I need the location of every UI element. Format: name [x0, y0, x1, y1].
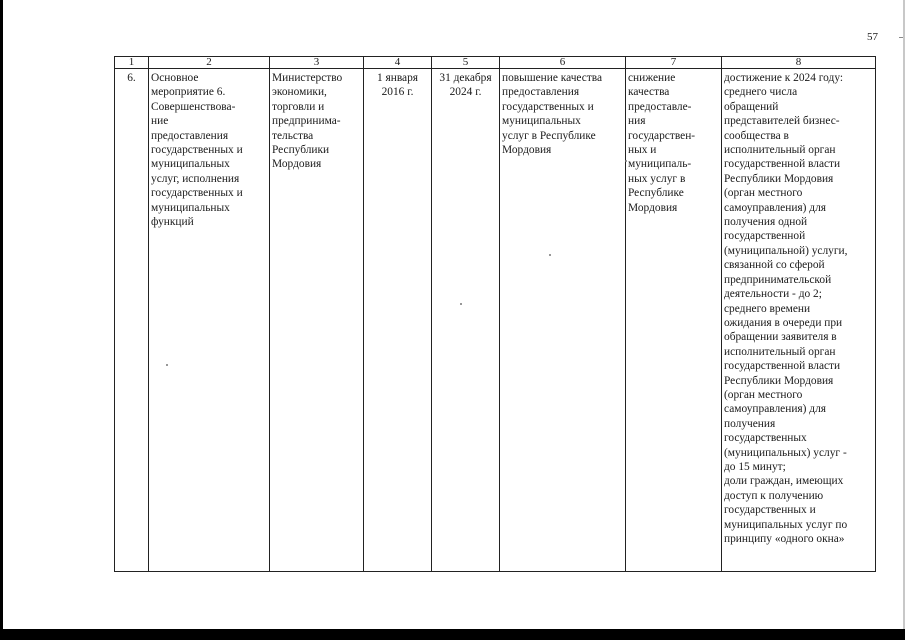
scan-speck: [549, 254, 551, 256]
column-number: 8: [722, 57, 876, 69]
column-number: 4: [364, 57, 432, 69]
column-number: 3: [270, 57, 364, 69]
column-number: 5: [432, 57, 500, 69]
scan-speck: [460, 303, 462, 305]
expected-result-cell: повышение качества предоставления государственных и муниципальных услуг в Республике Мордовия: [500, 69, 626, 572]
start-date-cell: 1 января 2016 г.: [364, 69, 432, 572]
end-date-cell: 31 декабря 2024 г.: [432, 69, 500, 572]
table-row: [115, 69, 876, 572]
column-number: 2: [149, 57, 270, 69]
column-number: 7: [626, 57, 722, 69]
page-number: 57: [867, 31, 878, 43]
column-number-row: [115, 57, 876, 69]
activity-cell: Основное мероприятие 6. Совершенствова- ние предоставления государственных и муниципальных услуг, исполнения государственных и муниципальных функций: [149, 69, 270, 572]
scan-left-edge: [0, 0, 3, 640]
scan-speck: [166, 364, 168, 366]
column-number: 1: [115, 57, 149, 69]
column-number: 6: [500, 57, 626, 69]
executor-cell: Министерство экономики, торговли и предпринима- тельства Республики Мордовия: [270, 69, 364, 572]
scan-bottom-edge: [0, 629, 905, 640]
consequences-cell: снижение качества предоставле- ния государствен- ных и муниципаль- ных услуг в Республике Мордовия: [626, 69, 722, 572]
program-table: [114, 56, 876, 572]
scan-mark: [899, 37, 903, 38]
indicators-cell: достижение к 2024 году: среднего числа обращений представителей бизнес- сообщества в исполнительный орган государственной власти Республики Мордовия (орган местного самоуправления) для получения одной государственной (муниципальной) услуги, связанной со сферой предпринимательской деятельности - до 2; среднего времени ожидания в очереди при обращении заявителя в исполнительный орган государственной власти Республики Мордовия (орган местного самоуправления) для получения государственных (муниципальных) услуг - до 15 минут; доли граждан, имеющих доступ к получению государственных и муниципальных услуг по принципу «одного окна»: [722, 69, 876, 572]
row-number-cell: 6.: [115, 69, 149, 572]
scan-speck: [625, 160, 627, 162]
